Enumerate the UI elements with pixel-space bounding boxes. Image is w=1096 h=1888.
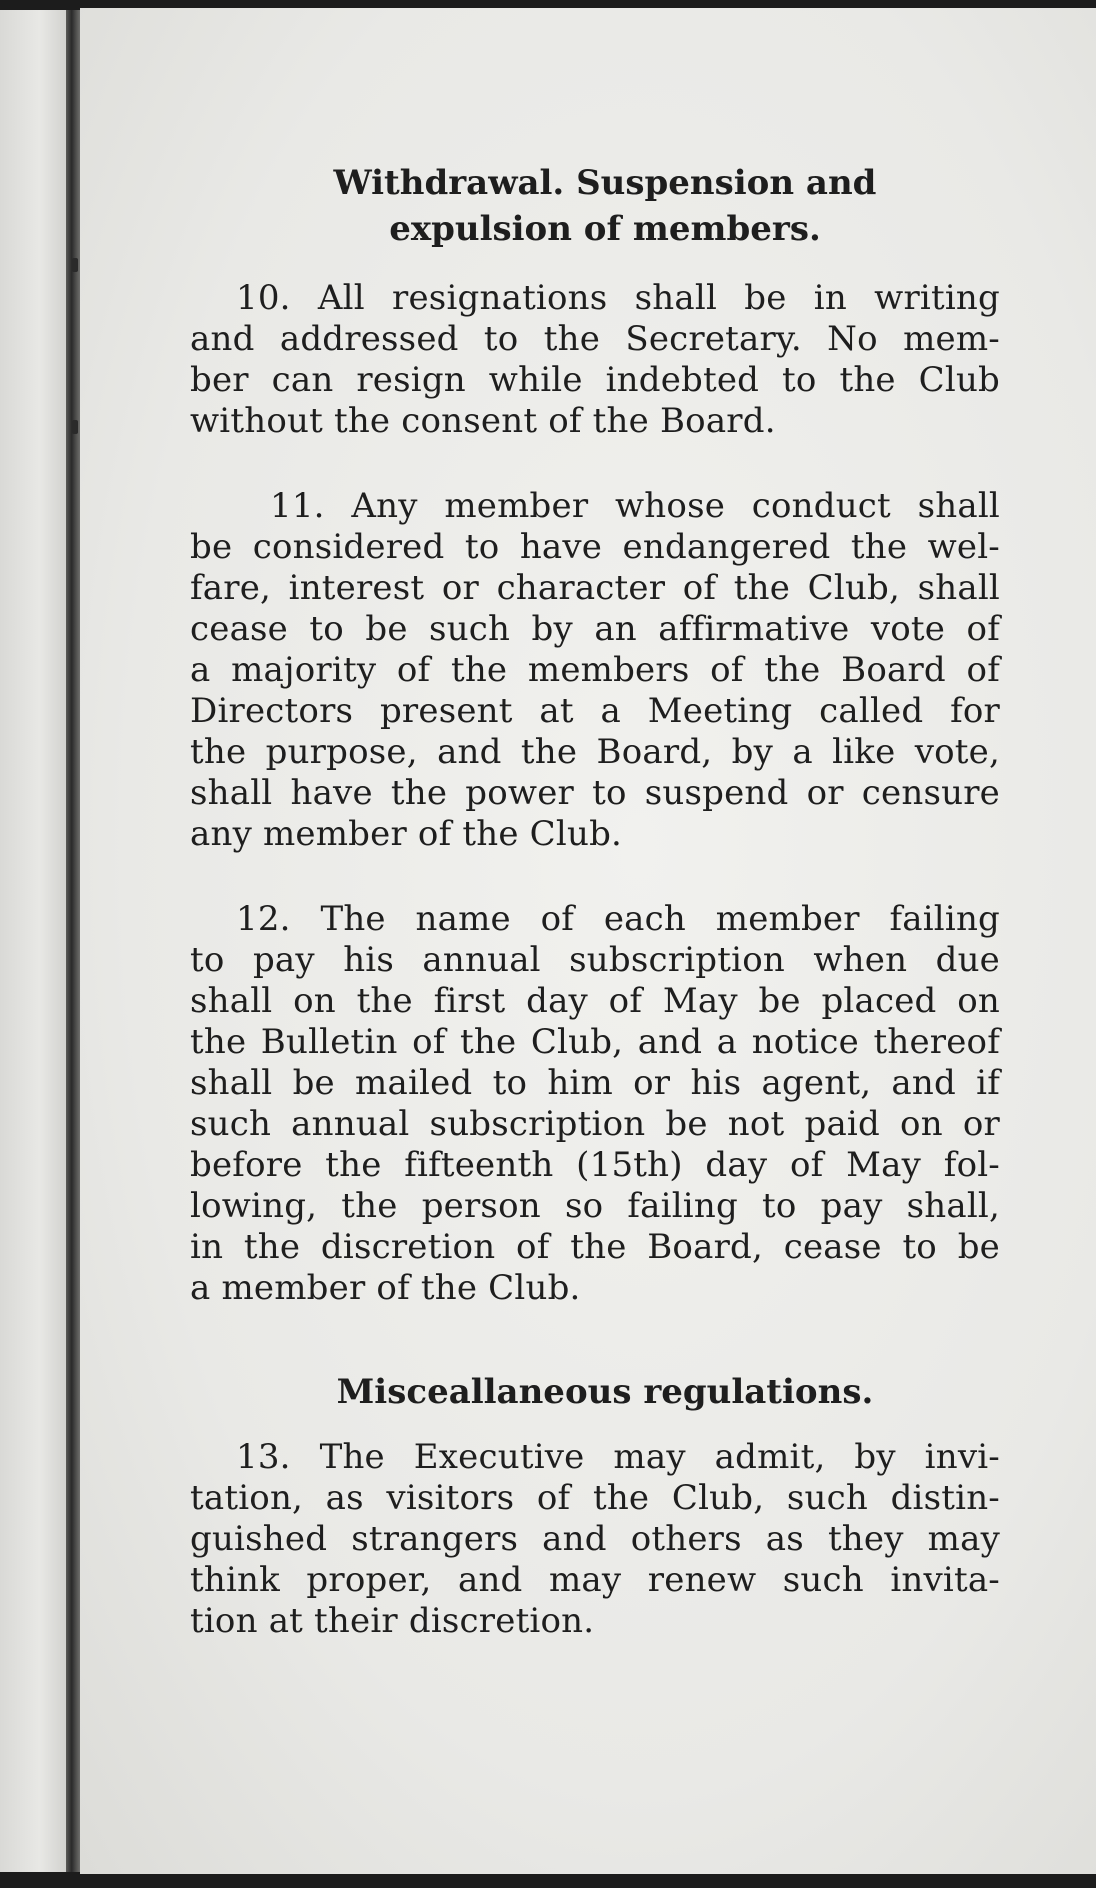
- text-line: in the discretion of the Board, cease to be: [190, 1227, 1000, 1267]
- page-content: [190, 160, 1000, 1686]
- text-line: 12. The name of each member failing: [236, 899, 1000, 939]
- text-line: any member of the Club.: [190, 814, 623, 854]
- text-line: cease to be such by an affirmative vote of: [190, 609, 1000, 649]
- text-line: such annual subscription be not paid on or: [190, 1104, 1000, 1144]
- text-line: the purpose, and the Board, by a like vote,: [190, 732, 1000, 772]
- rule-11-paragraph: [190, 486, 1000, 855]
- text-line: lowing, the person so failing to pay shall,: [190, 1186, 1000, 1226]
- text-line: the Bulletin of the Club, and a notice thereof: [190, 1022, 1000, 1062]
- text-line: before the fifteenth (15th) day of May fol-: [190, 1145, 1000, 1185]
- text-line: to pay his annual subscription when due: [190, 940, 1000, 980]
- left-page-edge: [0, 10, 66, 1872]
- text-line: 10. All resignations shall be in writing: [236, 278, 1000, 318]
- section-heading-withdrawal: [190, 160, 1000, 252]
- book-gutter: [66, 10, 80, 1872]
- text-line: tation, as visitors of the Club, such distin-: [190, 1478, 1000, 1518]
- text-line: shall have the power to suspend or censure: [190, 773, 1000, 813]
- rule-13-paragraph: [190, 1437, 1000, 1642]
- text-line: 11. Any member whose conduct shall: [270, 486, 1000, 526]
- text-line: a member of the Club.: [190, 1268, 581, 1308]
- text-line: shall on the first day of May be placed on: [190, 981, 1000, 1021]
- text-line: a majority of the members of the Board of: [190, 650, 1000, 690]
- text-line: tion at their discretion.: [190, 1601, 595, 1641]
- binding-mark: [72, 420, 78, 434]
- text-line: Directors present at a Meeting called for: [190, 691, 1000, 731]
- text-line: be considered to have endangered the wel-: [190, 527, 1000, 567]
- text-line: think proper, and may renew such invita-: [190, 1560, 1000, 1600]
- heading-line: Misceallaneous regulations.: [336, 1372, 874, 1412]
- text-line: and addressed to the Secretary. No mem-: [190, 319, 1000, 359]
- rule-10-paragraph: [190, 278, 1000, 442]
- text-line: shall be mailed to him or his agent, and if: [190, 1063, 1000, 1103]
- text-line: fare, interest or character of the Club, shall: [190, 568, 1000, 608]
- text-line: without the consent of the Board.: [190, 401, 776, 441]
- text-line: guished strangers and others as they may: [190, 1519, 1000, 1559]
- rule-12-paragraph: [190, 899, 1000, 1309]
- heading-line: expulsion of members.: [389, 209, 821, 249]
- section-heading-miscellaneous: [190, 1369, 1000, 1415]
- text-line: ber can resign while indebted to the Club: [190, 360, 1000, 400]
- binding-mark: [72, 258, 78, 272]
- text-line: 13. The Executive may admit, by invi-: [236, 1437, 1000, 1477]
- heading-line: Withdrawal. Suspension and: [333, 163, 877, 203]
